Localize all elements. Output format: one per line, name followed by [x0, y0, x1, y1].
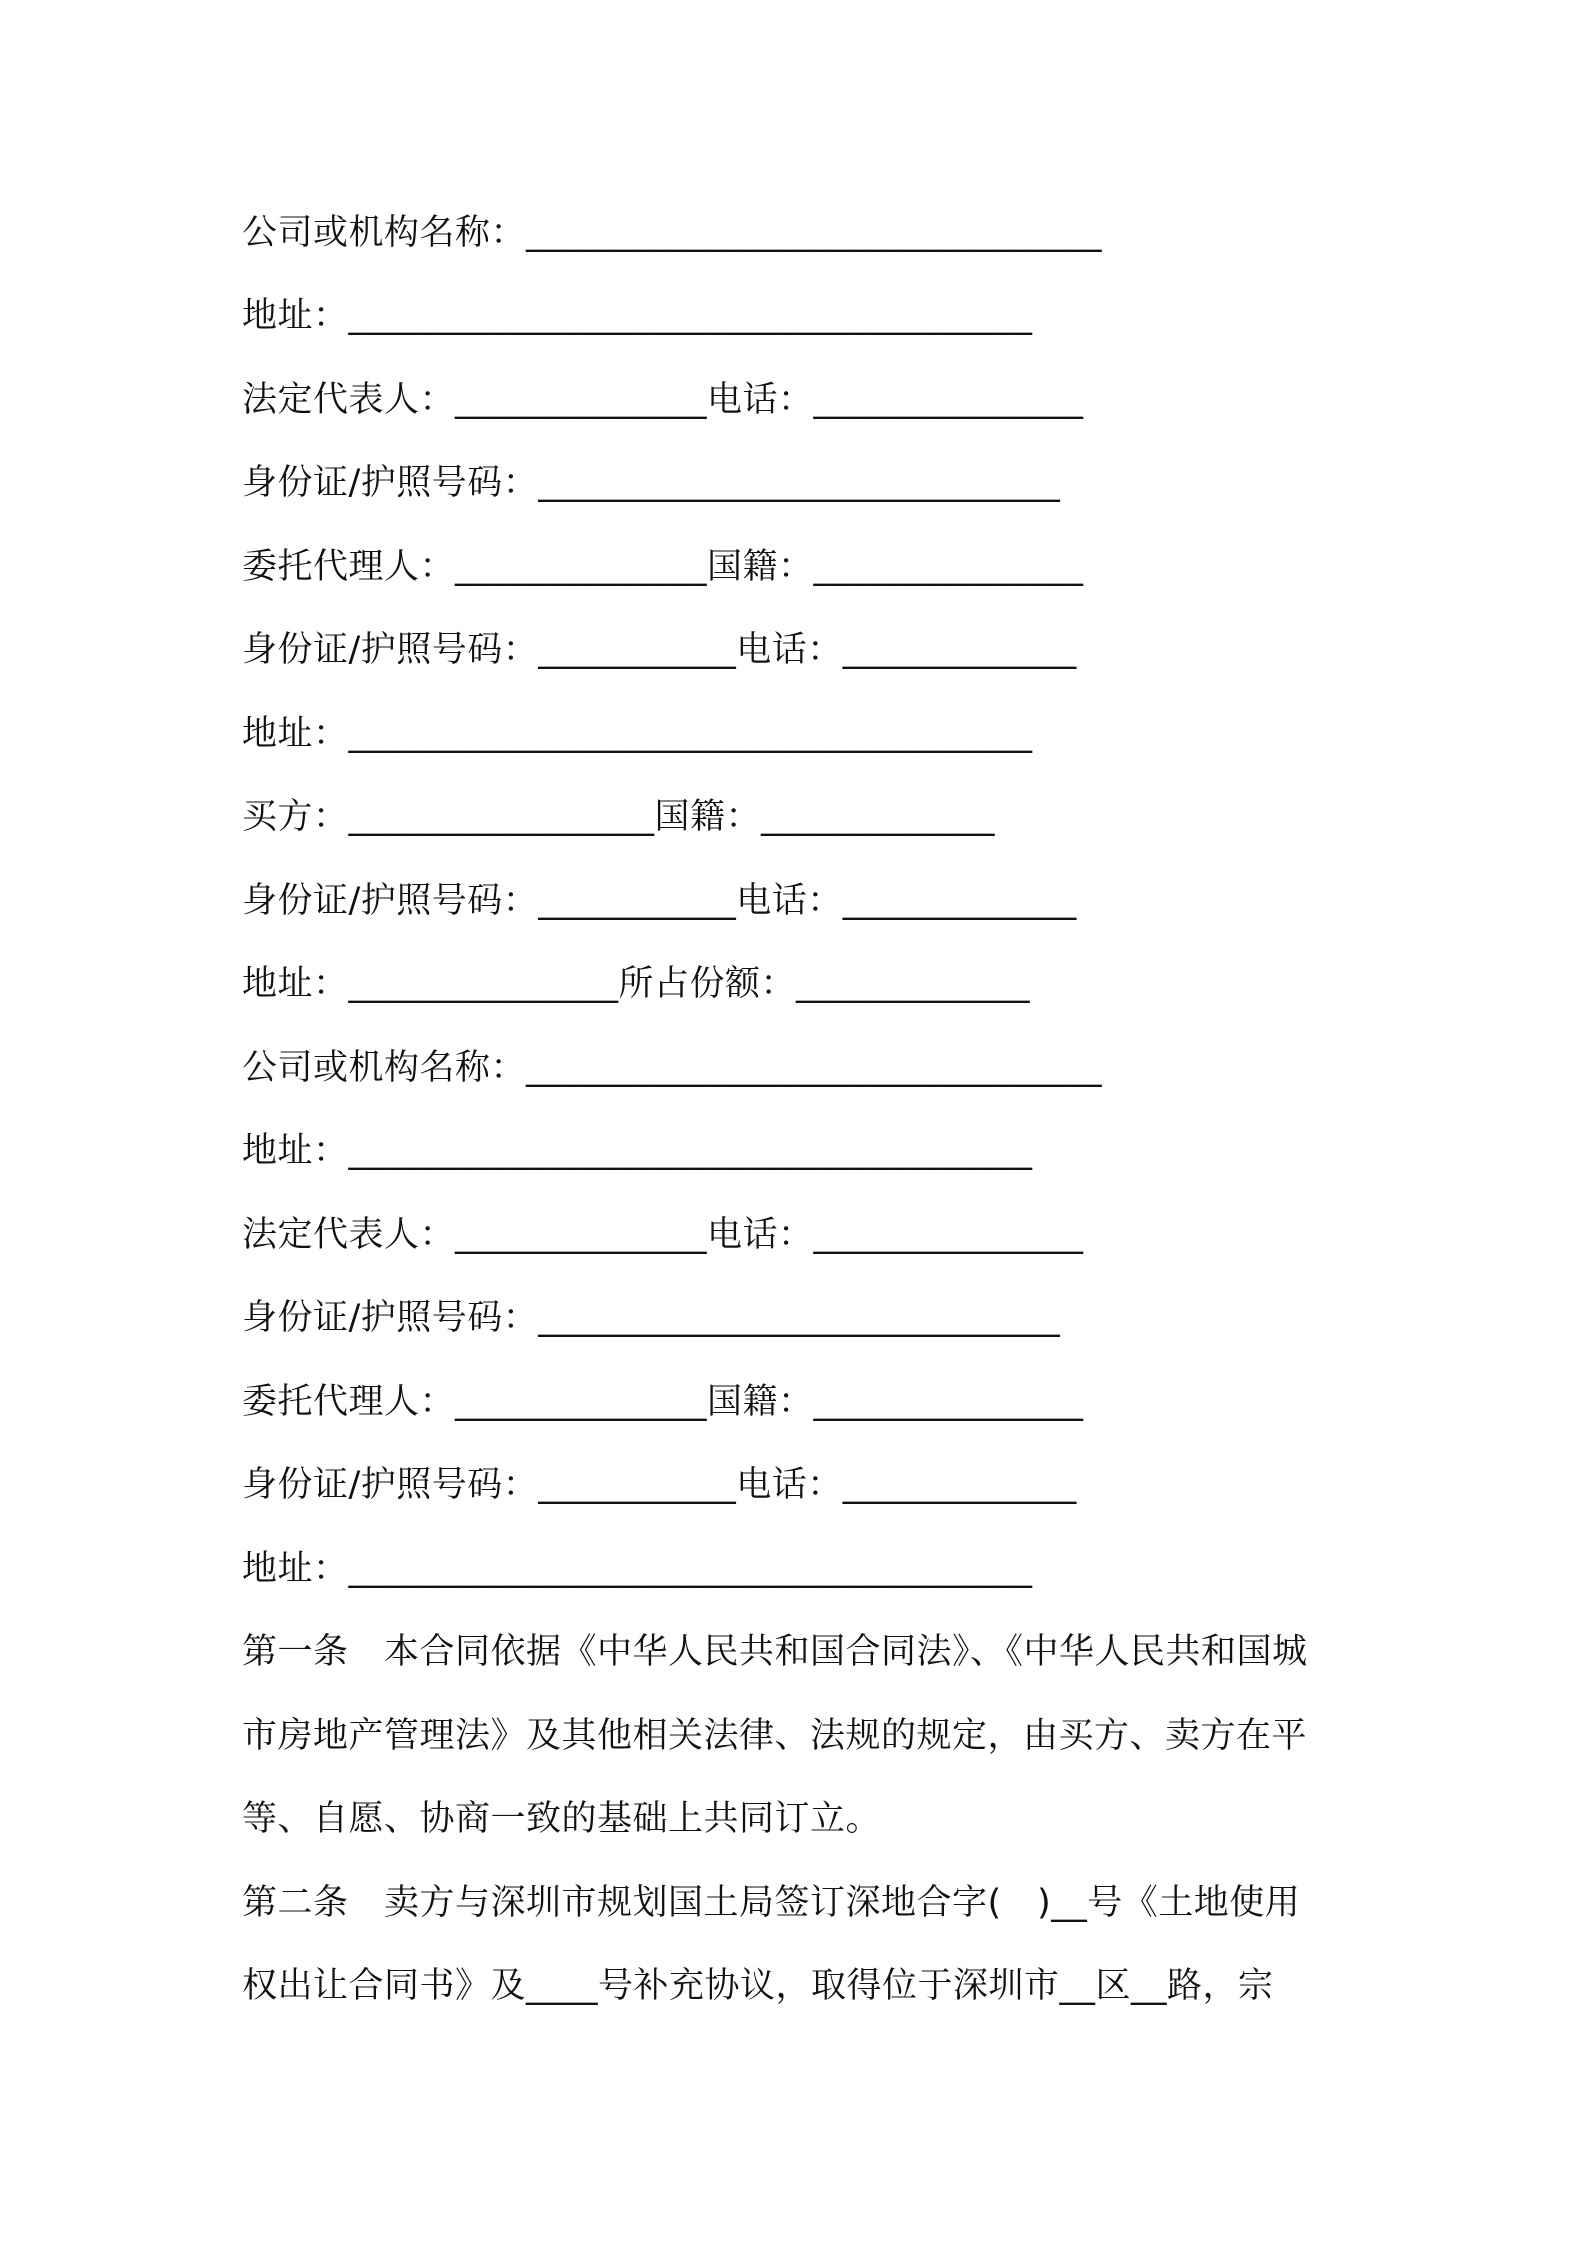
article-2-line-2: 权出让合同书》及____号补充协议，取得位于深圳市__区__路，宗 — [242, 1966, 1274, 2006]
buyer-company-address-line: 地址：______________________________________ — [242, 1131, 1033, 1171]
seller-agent-address-line: 地址：______________________________________ — [242, 714, 1033, 754]
seller-representative-id-line: 身份证/护照号码：_____________________________ — [242, 463, 1061, 503]
seller-legal-representative-line: 法定代表人：______________电话：_______________ — [242, 380, 1084, 420]
buyer-representative-id-line: 身份证/护照号码：_____________________________ — [242, 1298, 1061, 1338]
buyer-agent-id-phone-line: 身份证/护照号码：___________电话：_____________ — [242, 1465, 1077, 1505]
buyer-agent-address-line: 地址：______________________________________ — [242, 1549, 1033, 1589]
seller-agent-line: 委托代理人：______________国籍：_______________ — [242, 547, 1084, 587]
buyer-legal-representative-line: 法定代表人：______________电话：_______________ — [242, 1215, 1084, 1255]
buyer-company-name-line: 公司或机构名称：________________________________ — [242, 1048, 1103, 1088]
buyer-id-phone-line: 身份证/护照号码：___________电话：_____________ — [242, 881, 1077, 921]
buyer-address-share-line: 地址：_______________所占份额：_____________ — [242, 964, 1031, 1004]
article-1-line-3: 等、自愿、协商一致的基础上共同订立。 — [242, 1799, 882, 1839]
article-1-line-1: 第一条 本合同依据《中华人民共和国合同法》、《中华人民共和国城 — [242, 1632, 1308, 1672]
article-1-line-2: 市房地产管理法》及其他相关法律、法规的规定，由买方、卖方在平 — [242, 1716, 1308, 1756]
buyer-nationality-line: 买方：_________________国籍：_____________ — [242, 797, 996, 837]
seller-company-address-line: 地址：______________________________________ — [242, 296, 1033, 336]
article-2-line-1: 第二条 卖方与深圳市规划国土局签订深地合字( )__号《土地使用 — [242, 1883, 1301, 1923]
seller-company-name-line: 公司或机构名称：________________________________ — [242, 213, 1103, 253]
buyer-agent-line: 委托代理人：______________国籍：_______________ — [242, 1382, 1084, 1422]
seller-agent-id-phone-line: 身份证/护照号码：___________电话：_____________ — [242, 630, 1077, 670]
